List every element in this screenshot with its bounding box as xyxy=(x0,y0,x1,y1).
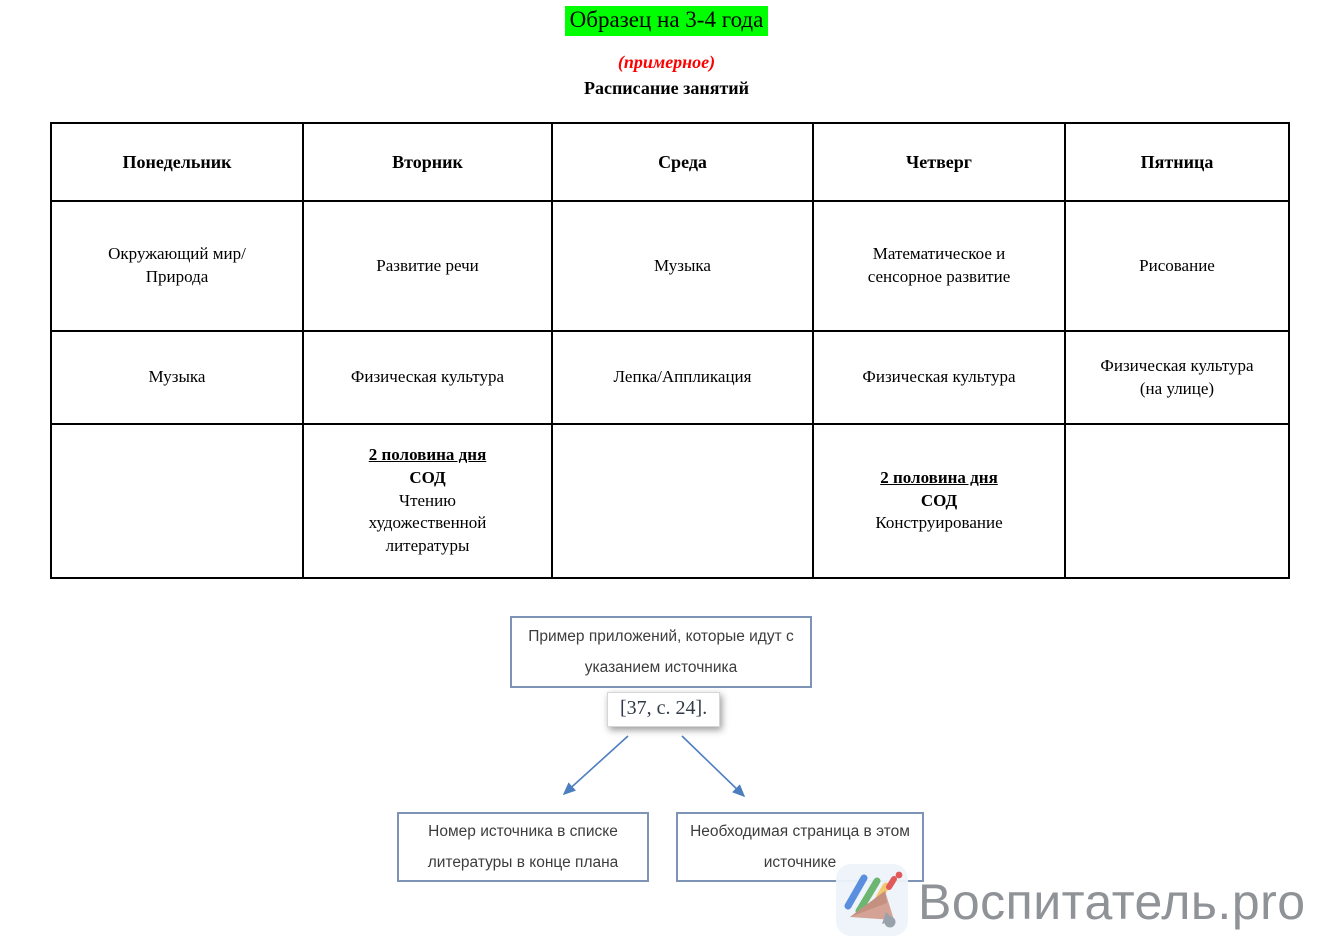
diagram-box-page-number: Необходимая страница в этом источнике xyxy=(676,812,924,882)
header-friday: Пятница xyxy=(1065,123,1289,201)
header-thursday: Четверг xyxy=(813,123,1065,201)
schedule-heading: Расписание занятий xyxy=(583,78,750,98)
table-row xyxy=(51,201,1289,331)
table-cell: Музыка xyxy=(51,331,303,424)
arrow-to-right-box xyxy=(682,736,744,796)
activity-text: Конструирование xyxy=(875,513,1003,533)
brand-watermark xyxy=(836,864,1306,936)
table-cell: Физическая культура xyxy=(813,331,1065,424)
citation-snippet: [37, с. 24]. xyxy=(607,692,720,727)
table-row xyxy=(51,331,1289,424)
pencil-logo-icon xyxy=(836,864,908,936)
afternoon-label: 2 половина дня xyxy=(880,467,998,487)
table-cell: Лепка/Аппликация xyxy=(552,331,813,424)
activity-text: Чтению художественной литературы xyxy=(368,490,487,556)
table-cell-afternoon-tuesday xyxy=(303,424,552,578)
table-cell xyxy=(1065,424,1289,578)
table-cell: Рисование xyxy=(1065,201,1289,331)
table-cell xyxy=(51,424,303,578)
brand-name: Воспитатель.pro xyxy=(918,874,1306,930)
header-monday: Понедельник xyxy=(51,123,303,201)
diagram-box-source-number: Номер источника в списке литературы в конце плана xyxy=(397,812,649,882)
header-tuesday: Вторник xyxy=(303,123,552,201)
table-row xyxy=(51,424,1289,578)
table-cell: Музыка xyxy=(552,201,813,331)
schedule-table xyxy=(50,122,1290,579)
table-cell: Физическая культура xyxy=(303,331,552,424)
arrow-to-left-box xyxy=(564,736,628,794)
table-cell-afternoon-thursday xyxy=(813,424,1065,578)
table-header-row xyxy=(51,123,1289,201)
table-cell: Окружающий мир/ Природа xyxy=(51,201,303,331)
header-wednesday: Среда xyxy=(552,123,813,201)
table-cell: Физическая культура (на улице) xyxy=(1065,331,1289,424)
diagram-box-source-note: Пример приложений, которые идут с указанием источника xyxy=(510,616,812,688)
title-note: (примерное) xyxy=(617,52,716,72)
diagram-arrows xyxy=(500,728,800,813)
table-cell xyxy=(552,424,813,578)
title-row xyxy=(0,6,1333,36)
afternoon-label: 2 половина дня xyxy=(368,444,487,464)
sod-label: СОД xyxy=(409,467,446,487)
table-cell: Развитие речи xyxy=(303,201,552,331)
table-cell: Математическое и сенсорное развитие xyxy=(813,201,1065,331)
sample-title-highlighted: Образец на 3-4 года xyxy=(565,6,769,36)
sod-label: СОД xyxy=(920,490,958,510)
